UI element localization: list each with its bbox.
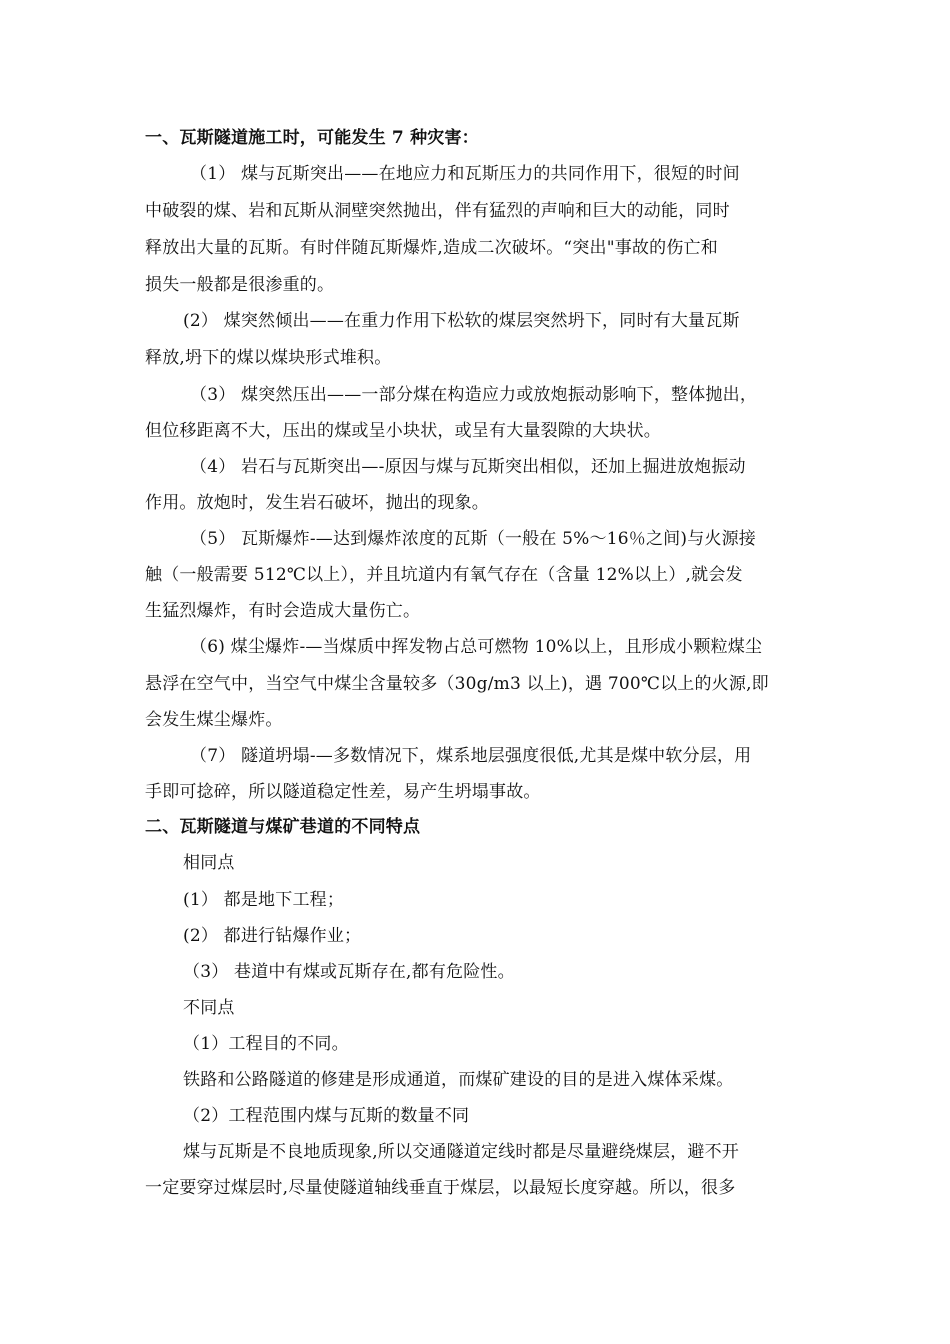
paragraph-line: (2） 煤突然倾出——在重力作用下松软的煤层突然坍下，同时有大量瓦斯 — [183, 311, 740, 331]
paragraph-line: 作用。放炮时，发生岩石破坏，抛出的现象。 — [145, 493, 489, 513]
paragraph-line: 生猛烈爆炸，有时会造成大量伤亡。 — [145, 601, 421, 621]
paragraph-line: 相同点 — [183, 853, 235, 873]
paragraph-line: 但位移距离不大，压出的煤或呈小块状，或呈有大量裂隙的大块状。 — [145, 421, 661, 441]
paragraph-line: （1）工程目的不同。 — [183, 1034, 349, 1054]
heading-1: 一、瓦斯隧道施工时，可能发生 7 种灾害： — [145, 128, 479, 148]
paragraph-line: （6) 煤尘爆炸-—当煤质中挥发物占总可燃物 10%以上，且形成小颗粒煤尘 — [190, 637, 763, 657]
heading-2: 二、瓦斯隧道与煤矿巷道的不同特点 — [145, 817, 421, 837]
paragraph-line: （3） 煤突然压出——一部分煤在构造应力或放炮振动影响下，整体抛出， — [190, 385, 758, 405]
paragraph-line: （5） 瓦斯爆炸-—达到爆炸浓度的瓦斯（一般在 5%～16％之间)与火源接 — [190, 529, 756, 549]
paragraph-line: 触（一般需要 512℃以上），并且坑道内有氧气存在（含量 12%以上）,就会发 — [145, 565, 743, 585]
paragraph-line: 铁路和公路隧道的修建是形成通道，而煤矿建设的目的是进入煤体采煤。 — [183, 1070, 734, 1090]
paragraph-line: 悬浮在空气中，当空气中煤尘含量较多（30g/m3 以上)，遇 700℃以上的火源,即 — [145, 674, 769, 694]
paragraph-line: (2） 都进行钻爆作业； — [183, 926, 362, 946]
paragraph-line: （3） 巷道中有煤或瓦斯存在,都有危险性。 — [183, 962, 515, 982]
paragraph-line: （7） 隧道坍塌-—多数情况下，煤系地层强度很低,尤其是煤中软分层，用 — [190, 746, 752, 766]
paragraph-line: 一定要穿过煤层时,尽量使隧道轴线垂直于煤层，以最短长度穿越。所以，很多 — [145, 1178, 736, 1198]
paragraph-line: 煤与瓦斯是不良地质现象,所以交通隧道定线时都是尽量避绕煤层，避不开 — [183, 1142, 740, 1162]
paragraph-line: （4） 岩石与瓦斯突出—-原因与煤与瓦斯突出相似，还加上掘进放炮振动 — [190, 457, 746, 477]
paragraph-line: （2）工程范围内煤与瓦斯的数量不同 — [183, 1106, 470, 1126]
paragraph-line: 损失一般都是很渗重的。 — [145, 275, 335, 295]
paragraph-line: 手即可捻碎，所以隧道稳定性差，易产生坍塌事故。 — [145, 782, 541, 802]
paragraph-line: 释放出大量的瓦斯。有时伴随瓦斯爆炸,造成二次破坏。“突出"事故的伤亡和 — [145, 238, 718, 258]
paragraph-line: 中破裂的煤、岩和瓦斯从洞壁突然抛出，伴有猛烈的声响和巨大的动能，同时 — [145, 201, 730, 221]
paragraph-line: （1） 煤与瓦斯突出——在地应力和瓦斯压力的共同作用下，很短的时间 — [190, 164, 740, 184]
paragraph-line: 释放,坍下的煤以煤块形式堆积。 — [145, 348, 392, 368]
paragraph-line: 会发生煤尘爆炸。 — [145, 710, 283, 730]
paragraph-line: (1） 都是地下工程； — [183, 890, 345, 910]
paragraph-line: 不同点 — [183, 998, 235, 1018]
